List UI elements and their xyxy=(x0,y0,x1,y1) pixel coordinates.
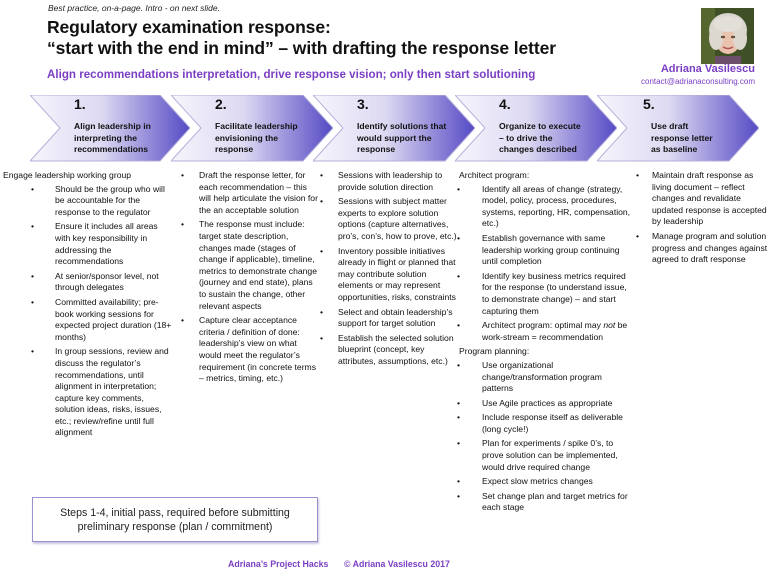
bullet-icon: • xyxy=(31,346,35,357)
bullet-icon: • xyxy=(457,438,461,449)
list-item: • Establish the selected solution blueprint (concept, key attributes, assumptions, etc.) xyxy=(320,332,454,366)
list-item: • Identify key business metrics required for the response (to understand issue, to demonstrate change) – and start capturing them xyxy=(457,270,627,316)
list-item: • Expect slow metrics changes xyxy=(457,476,593,487)
list-item: • Identify all areas of change (strategy, model, policy, process, procedures, systems, reporting, HR, compensation, etc.) xyxy=(457,183,631,229)
bullet-icon: • xyxy=(320,245,324,256)
author-name: Adriana Vasilescu xyxy=(660,63,755,75)
column-step-2 xyxy=(178,170,318,388)
step-2-label: Facilitate leadership envisioning the response xyxy=(215,121,298,154)
list-item: • Include response itself as deliverable (long cycle!) xyxy=(457,412,623,434)
step-1-number: 1. xyxy=(74,96,86,112)
bullet-icon: • xyxy=(31,270,35,281)
bullet-icon: • xyxy=(636,170,640,180)
title-line-1: Regulatory examination response: xyxy=(47,17,331,37)
column-1-heading: Engage leadership working group xyxy=(3,170,132,180)
bullet-icon: • xyxy=(320,170,324,180)
list-item: • At senior/sponsor level, not through delegates xyxy=(31,270,159,293)
bullet-icon: • xyxy=(181,219,185,230)
list-item: • Use Agile practices as appropriate xyxy=(457,397,613,408)
bullet-icon: • xyxy=(320,196,324,207)
list-item: • Sessions with subject matter experts to explore solution options (capture alternatives, pro’s, con’s, how to prove, etc.) xyxy=(320,196,457,241)
step-3-label: Identify solutions that would support the response xyxy=(357,121,447,154)
step-1 xyxy=(30,95,190,162)
list-item: • Should be the group who will be accountable for the response to the regulator xyxy=(31,183,165,217)
note-line-2: preliminary response (plan / commitment) xyxy=(77,521,273,533)
list-item: • Architect program: optimal may not be work-stream = recommendation xyxy=(457,320,628,342)
list-item: • Ensure it includes all areas with key responsibility in addressing the recommendations xyxy=(31,221,158,267)
page-title xyxy=(47,17,556,59)
note-line-1: Steps 1-4, initial pass, required before submitting xyxy=(60,507,290,519)
list-item: • In group sessions, review and discuss the regulator’s recommendations, until alignment in interpretation; capture key comments, solution ideas, risks, issues, etc.; review/refine until full alignment xyxy=(31,346,169,438)
list-item: • Set change plan and target metrics for each stage xyxy=(457,490,628,513)
step-2-number: 2. xyxy=(215,96,227,112)
column-4-heading: Architect program: xyxy=(459,170,530,180)
process-steps xyxy=(0,95,768,165)
bullet-icon: • xyxy=(457,320,461,331)
list-item: • Select and obtain leadership’s support for target solution xyxy=(320,306,453,329)
bullet-icon: • xyxy=(457,232,461,243)
intro-note: Best practice, on-a-page. Intro - on next slide. xyxy=(48,3,220,13)
step-4-number: 4. xyxy=(499,96,511,112)
list-item: • Manage program and solution progress and changes against agreed to draft response xyxy=(636,230,768,265)
bullet-icon: • xyxy=(457,270,461,281)
bullet-icon: • xyxy=(320,306,324,317)
list-item: • Establish governance with same leadership working group continuing until completion xyxy=(457,232,620,267)
list-item: • Draft the response letter, for each recommendation – this will help articulate the vision for the an acceptable solution xyxy=(181,170,318,215)
bullet-icon: • xyxy=(457,412,461,423)
page-subtitle: Align recommendations interpretation, drive response vision; only then start solutioning xyxy=(47,68,536,81)
author-photo xyxy=(701,8,754,64)
step-4 xyxy=(455,95,617,162)
bullet-icon: • xyxy=(636,230,640,241)
footer-copyright: © Adriana Vasilescu 2017 xyxy=(344,559,450,569)
footer-brand: Adriana’s Project Hacks xyxy=(228,559,329,569)
bullet-icon: • xyxy=(320,332,324,343)
list-item: • Use organizational change/transformation program patterns xyxy=(457,359,602,394)
bullet-icon: • xyxy=(31,183,35,194)
bullet-icon: • xyxy=(457,359,461,370)
bullet-icon: • xyxy=(181,315,185,326)
column-4-heading-2: Program planning: xyxy=(459,346,530,357)
bullet-icon: • xyxy=(457,397,461,408)
bullet-icon: • xyxy=(31,296,35,307)
column-step-4 xyxy=(455,170,635,517)
step-1-label: Align leadership in interpreting the recommendations xyxy=(74,121,151,154)
step-3-number: 3. xyxy=(357,96,369,112)
step-4-label: Organize to execute – to drive the changes described xyxy=(499,121,581,154)
list-item: • Inventory possible initiatives already in flight or planned that may contribute solution elements or may represent opportunities, risks, constraints xyxy=(320,245,456,302)
column-step-3 xyxy=(318,170,461,371)
step-5-label: Use draft response letter as baseline xyxy=(651,121,713,154)
bullet-icon: • xyxy=(181,170,185,180)
list-item: • Plan for experiments / spike 0’s, to prove solution can be implemented, would drive required change xyxy=(457,438,618,472)
column-step-1 xyxy=(3,170,175,442)
step-2 xyxy=(171,95,333,162)
column-step-5 xyxy=(633,170,768,269)
list-item: • Committed availability; pre-book working sessions for expected project duration (18+ months) xyxy=(31,296,172,342)
bullet-icon: • xyxy=(457,183,461,194)
steps-note-box xyxy=(32,497,318,542)
step-5 xyxy=(597,95,759,162)
list-item: • Maintain draft response as living document – reflect changes and revalidate updated response is accepted by leadership xyxy=(636,170,767,227)
list-item: • The response must include: target state description, changes made (stages of change if applicable), timeline, metrics to demonstrate change (journey and end state), plans to sustain the change, other relevant aspects xyxy=(181,219,317,311)
bullet-icon: • xyxy=(31,221,35,232)
list-item: • Capture clear acceptance criteria / definition of done: leadership’s view on what would meet the regulator’s requirement (in concrete terms – metrics, timing, etc.) xyxy=(181,315,317,384)
list-item: • Sessions with leadership to provide solution direction xyxy=(320,170,443,192)
bullet-icon: • xyxy=(457,476,461,487)
step-3 xyxy=(313,95,475,162)
bullet-icon: • xyxy=(457,490,461,501)
author-email[interactable]: contact@adrianaconsulting.com xyxy=(641,77,755,86)
title-line-2: “start with the end in mind” – with drafting the response letter xyxy=(47,38,556,58)
step-5-number: 5. xyxy=(643,96,655,112)
